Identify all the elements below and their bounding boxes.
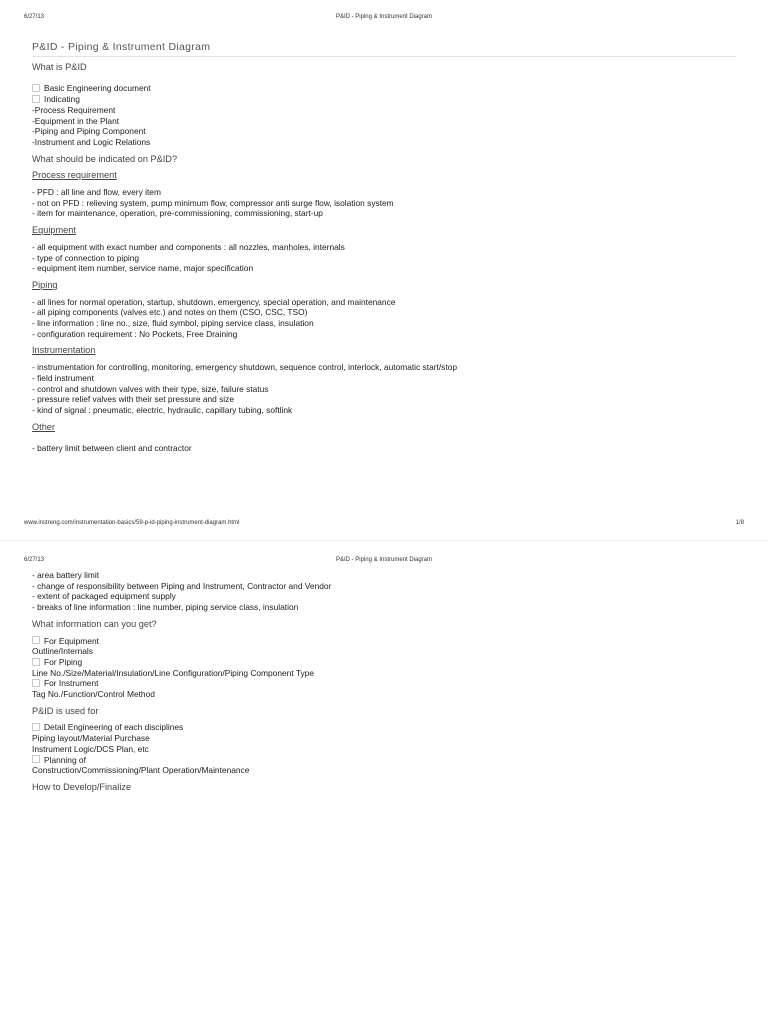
list-item: - item for maintenance, operation, pre-commissioning, commissioning, start-up: [32, 208, 323, 219]
list-item: For Piping: [32, 657, 736, 668]
list-item: - type of connection to piping: [32, 252, 140, 263]
page1-header: [24, 14, 744, 22]
list-item: - PFD : all line and flow, every item: [32, 187, 161, 198]
header-date: 6/27/13: [24, 557, 45, 563]
list-item: - kind of signal : pneumatic, electric, hydraulic, capillary tubing, softlink: [32, 404, 293, 415]
list-item: - all equipment with exact number and components : all nozzles, manholes, internals: [32, 241, 345, 252]
section-equipment: Equipment: [32, 225, 76, 236]
bullet-box-icon: [32, 679, 40, 687]
list-item: - not on PFD : relieving system, pump minimum flow, compressor anti surge flow, isolation system: [32, 197, 394, 208]
bullet-box-icon: [32, 95, 40, 103]
heading-used-for: P&ID is used for: [32, 705, 99, 716]
list-item: -Piping and Piping Component: [32, 126, 146, 137]
list-item: - extent of packaged equipment supply: [32, 591, 176, 602]
bullet-box-icon: [32, 723, 40, 731]
list-item: - field instrument: [32, 372, 94, 383]
list-item: - pressure relief valves with their set pressure and size: [32, 394, 235, 405]
list-item: For Instrument: [32, 678, 736, 689]
list-item: - battery limit between client and contractor: [32, 443, 192, 454]
page2-content: [32, 570, 736, 793]
page-divider: [0, 540, 768, 541]
list-item: Instrument Logic/DCS Plan, etc: [32, 743, 149, 754]
heading-information: What information can you get?: [32, 618, 157, 629]
list-item: For Equipment: [32, 636, 736, 647]
list-item: - configuration requirement : No Pockets, Free Draining: [32, 328, 238, 339]
page1-content: [32, 42, 736, 454]
heading-indicated: What should be indicated on P&ID?: [32, 153, 178, 164]
list-item: - all piping components (valves etc.) and notes on them (CSO, CSC, TSO): [32, 307, 308, 318]
list-item: Tag No./Function/Control Method: [32, 689, 155, 700]
bullet-box-icon: [32, 755, 40, 763]
list-item: Basic Engineering document: [32, 83, 736, 94]
section-instrumentation: Instrumentation: [32, 345, 96, 356]
list-item: - change of responsibility between Piping and Instrument, Contractor and Vendor: [32, 580, 332, 591]
list-item: - equipment item number, service name, major specification: [32, 263, 254, 274]
page2-header: [24, 557, 744, 565]
list-item: Piping layout/Material Purchase: [32, 733, 150, 744]
list-item: - line information : line no., size, fluid symbol, piping service class, insulation: [32, 318, 314, 329]
list-item: - instrumentation for controlling, monitoring, emergency shutdown, sequence control, interlock, automatic start/stop: [32, 362, 458, 373]
section-process-requirement: Process requirement: [32, 170, 117, 181]
header-date: 6/27/13: [24, 14, 45, 20]
heading-what-is: What is P&ID: [32, 61, 87, 72]
list-item: Indicating: [32, 94, 736, 105]
page-number: 1/8: [735, 520, 744, 526]
bullet-box-icon: [32, 658, 40, 666]
heading-develop: How to Develop/Finalize: [32, 781, 132, 792]
page-title: P&ID - Piping & Instrument Diagram: [32, 42, 736, 57]
list-item: - all lines for normal operation, startup, shutdown, emergency, special operation, and maintenance: [32, 296, 396, 307]
list-item: - control and shutdown valves with their type, size, failure status: [32, 383, 269, 394]
section-piping: Piping: [32, 279, 58, 290]
list-item: Detail Engineering of each disciplines: [32, 722, 736, 733]
footer-url[interactable]: www.instreng.com/instrumentation-basics/59-p-id-piping-instrument-diagram.html: [24, 520, 240, 526]
list-item: Outline/Internals: [32, 646, 93, 657]
bullet-box-icon: [32, 636, 40, 644]
section-other: Other: [32, 421, 55, 432]
header-title: P&ID - Piping & Instrument Diagram: [335, 557, 433, 563]
list-item: - area battery limit: [32, 570, 100, 580]
list-item: - breaks of line information : line number, piping service class, insulation: [32, 602, 299, 613]
list-item: Line No./Size/Material/Insulation/Line Configuration/Piping Component Type: [32, 667, 314, 678]
bullet-box-icon: [32, 84, 40, 92]
list-item: -Equipment in the Plant: [32, 115, 120, 126]
list-item: Planning of: [32, 755, 736, 766]
list-item: -Instrument and Logic Relations: [32, 136, 151, 147]
header-title: P&ID - Piping & Instrument Diagram: [335, 14, 433, 20]
list-item: -Process Requirement: [32, 104, 116, 115]
list-item: Construction/Commissioning/Plant Operation/Maintenance: [32, 765, 250, 776]
